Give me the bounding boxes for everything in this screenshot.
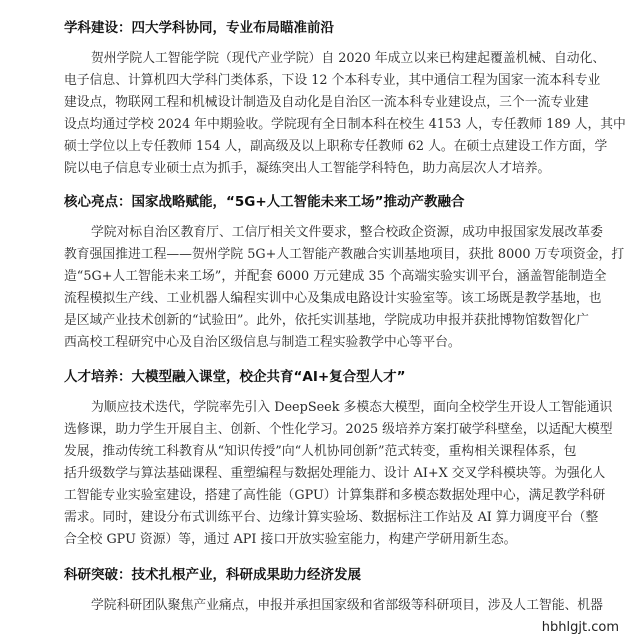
- paragraph-line: 教育强国推进工程——贺州学院 5G+人工智能产教融合实训基地项目，获批 8000 万专项资金，打: [64, 247, 625, 262]
- section-heading-discipline: 学科建设：四大学科协同，专业布局瞄准前沿: [64, 20, 334, 36]
- section-heading-research: 科研突破：技术扎根产业，科研成果助力经济发展: [64, 567, 361, 583]
- paragraph-line: 发展，推动传统工科教育从“知识传授”向“人机协同创新”范式转变，重构相关课程体系，包: [64, 444, 577, 459]
- site-watermark: hbhlgjt.com: [539, 619, 622, 636]
- section-heading-highlights: 核心亮点：国家战略赋能，“5G+人工智能未来工场”推动产教融合: [64, 194, 465, 210]
- paragraph-line: 工智能专业实验室建设，搭建了高性能（GPU）计算集群和多模态数据处理中心，满足教学科研: [64, 488, 606, 503]
- paragraph-line: 设点均通过学校 2024 年中期验收。学院现有全日制本科在校生 4153 人，专任教师 189 人，其中: [64, 117, 626, 132]
- section-heading-talent: 人才培养：大模型融入课堂，校企共育“AI+复合型人才”: [64, 369, 406, 385]
- paragraph-line: 是区域产业技术创新的“试验田”。此外，依托实训基地，学院成功申报并获批博物馆数智化广: [64, 313, 589, 328]
- paragraph-line: 需求。同时，建设分布式训练平台、边缘计算实验场、数据标注工作站及 AI 算力调度平台（整: [64, 510, 599, 525]
- paragraph-line: 硕士学位以上专任教师 154 人，副高级及以上职称专任教师 62 人。在硕士点建设工作方面，学: [64, 139, 608, 154]
- paragraph-line: 选修课，助力学生开展自主、创新、个性化学习。2025 级培养方案打破学科壁垒，以适配大模型: [64, 422, 613, 437]
- paragraph-line: 造“5G+人工智能未来工场”，并配套 6000 万元建成 35 个高端实验实训平台，涵盖智能制造全: [64, 269, 607, 284]
- paragraph-line: 院以电子信息专业硕士点为抓手，凝练突出人工智能学科特色，助力高层次人才培养。: [64, 161, 551, 176]
- paragraph-line: 电子信息、计算机四大学科门类体系，下设 12 个本科专业，其中通信工程为国家一流本科专业: [64, 73, 601, 88]
- paragraph-line: 合全校 GPU 资源）等，通过 API 接口开放实验室能力，构建产学研用新生态。: [64, 532, 517, 547]
- paragraph-line: 学院对标自治区教育厅、工信厅相关文件要求，整合校政企资源，成功申报国家发展改革委: [91, 225, 603, 240]
- paragraph-line: 为顺应技术迭代，学院率先引入 DeepSeek 多模态大模型，面向全校学生开设人工智能通识: [91, 400, 613, 415]
- paragraph-line: 学院科研团队聚焦产业痛点，申报并承担国家级和省部级等科研项目，涉及人工智能、机器: [91, 598, 603, 613]
- paragraph-line: 贺州学院人工智能学院（现代产业学院）自 2020 年成立以来已构建起覆盖机械、自动化、: [91, 51, 606, 66]
- paragraph-line: 建设点，物联网工程和机械设计制造及自动化是自治区一流本科专业建设点，三个一流专业建: [64, 95, 589, 110]
- paragraph-line: 括升级数学与算法基础课程、重塑编程与数据处理能力、设计 AI+X 交叉学科模块等。为强化人: [64, 466, 606, 481]
- paragraph-line: 流程模拟生产线、工业机器人编程实训中心及集成电路设计实验室等。该工场既是教学基地，也: [64, 291, 602, 306]
- paragraph-line: 西高校工程研究中心及自治区级信息与制造工程实验教学中心等平台。: [64, 335, 461, 350]
